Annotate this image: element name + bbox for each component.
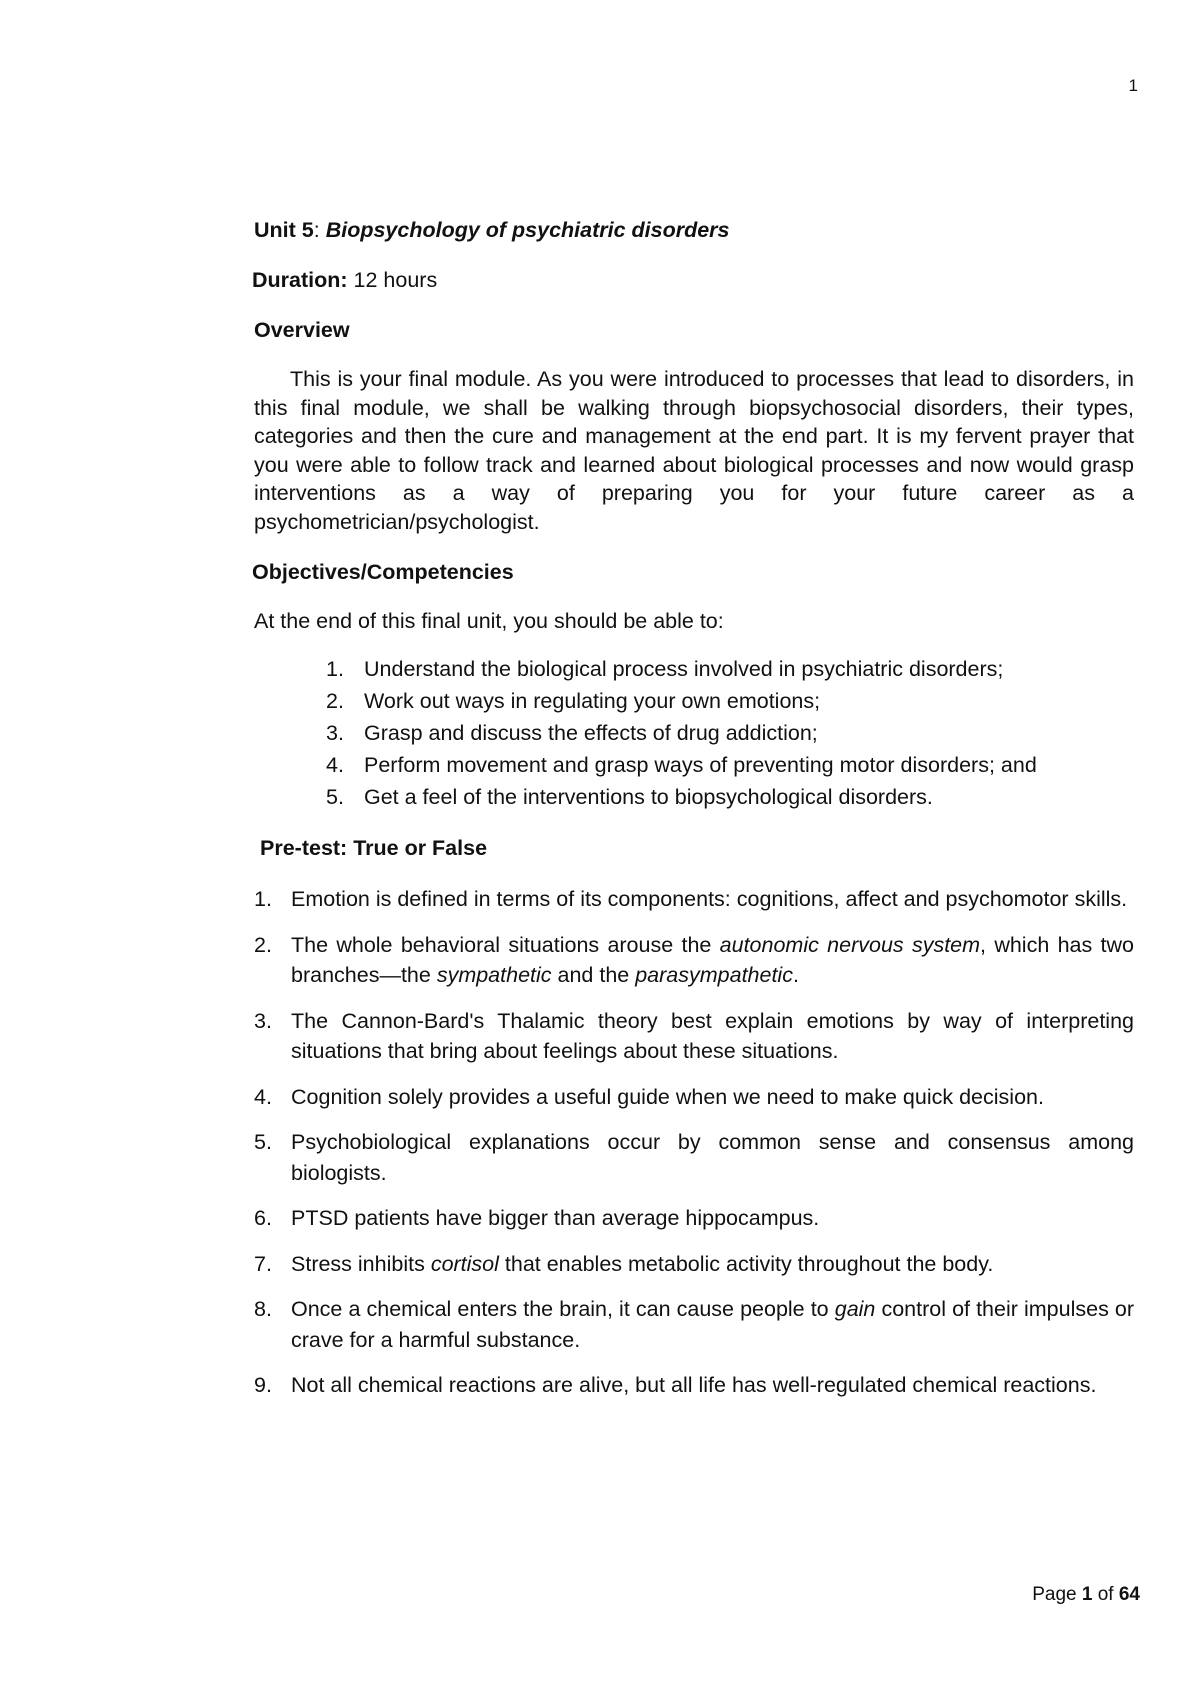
- unit-label: Unit 5: [254, 218, 314, 242]
- pretest-number: 1.: [254, 887, 272, 911]
- pretest-item: [254, 884, 1134, 915]
- pretest-text: control of their impulses or crave for a harmful substance.: [291, 1297, 1135, 1352]
- duration-line: [252, 266, 1134, 294]
- pretest-text: Once a chemical enters the brain, it can cause people to: [291, 1297, 835, 1321]
- pretest-text: Not all chemical reactions are alive, but all life has well-regulated chemical reactions.: [291, 1373, 1097, 1397]
- pretest-text: that enables metabolic activity throughout the body.: [498, 1251, 994, 1276]
- pretest-heading: Pre-test: True or False: [260, 836, 488, 860]
- pretest-item: [254, 1203, 1134, 1234]
- pretest-item: [254, 1249, 1134, 1280]
- objective-item: [254, 781, 1134, 813]
- pretest-text: The whole behavioral situations arouse the: [291, 932, 720, 957]
- objective-text: Work out ways in regulating your own emotions;: [364, 689, 821, 713]
- pretest-text: and the: [551, 963, 636, 987]
- objectives-heading: Objectives/Competencies: [252, 560, 514, 584]
- page-footer: [1000, 1584, 1140, 1606]
- objective-number: 1.: [326, 657, 344, 681]
- duration-label: Duration:: [252, 268, 348, 292]
- pretest-item: [254, 1127, 1134, 1188]
- overview-heading: Overview: [254, 318, 350, 342]
- pretest-text: , which has two branches—the: [291, 932, 1134, 987]
- header-page-number: 1: [1128, 76, 1138, 95]
- pretest-number: 4.: [254, 1084, 272, 1109]
- pretest-text: .: [792, 963, 799, 987]
- pretest-text: Stress inhibits: [291, 1251, 431, 1276]
- unit-separator: :: [313, 218, 326, 242]
- pretest-emphasis: autonomic nervous system: [719, 932, 981, 957]
- pretest-emphasis: cortisol: [430, 1251, 499, 1276]
- pretest-item: [254, 930, 1134, 991]
- objective-text: Get a feel of the interventions to biopsychological disorders.: [364, 785, 933, 809]
- objectives-list: [254, 653, 1134, 813]
- objective-text: Grasp and discuss the effects of drug addiction;: [364, 721, 818, 745]
- objective-text: Perform movement and grasp ways of preventing motor disorders; and: [364, 753, 1037, 777]
- objective-item: [254, 749, 1134, 781]
- objectives-intro: At the end of this final unit, you should be able to:: [254, 609, 724, 633]
- pretest-number: 9.: [254, 1373, 272, 1397]
- objective-number: 2.: [326, 689, 344, 713]
- pretest-number: 3.: [254, 1008, 272, 1033]
- pretest-number: 2.: [254, 932, 272, 957]
- pretest-item: [254, 1006, 1134, 1067]
- unit-subject: Biopsychology of psychiatric disorders: [325, 218, 730, 242]
- footer-total-pages: 64: [1118, 1584, 1140, 1605]
- pretest-item: [254, 1370, 1134, 1401]
- pretest-number: 7.: [254, 1251, 272, 1276]
- pretest-number: 8.: [254, 1297, 272, 1321]
- pretest-emphasis: gain: [834, 1297, 876, 1321]
- objective-item: [254, 717, 1134, 749]
- objective-number: 4.: [326, 753, 344, 777]
- document-body: [254, 216, 1134, 1416]
- objective-item: [254, 685, 1134, 717]
- pretest-text: Cognition solely provides a useful guide when we need to make quick decision.: [291, 1084, 1044, 1109]
- overview-paragraph: This is your final module. As you were introduced to processes that lead to disorders, in this final module, we shall be walking through biopsychosocial disorders, their types, categories and then the cure and management at the end part. It is my fervent prayer that you were able to follow track and learned about biological processes and now would grasp interventions as a way of preparing you for your future career as a psychometrician/psychologist.: [254, 367, 1134, 534]
- objective-item: [254, 653, 1134, 685]
- footer-page-word: Page: [1032, 1584, 1082, 1605]
- pretest-text: The Cannon-Bard's Thalamic theory best explain emotions by way of interpreting situations that bring about feelings about these situations.: [291, 1008, 1134, 1063]
- duration-value: 12 hours: [347, 268, 438, 292]
- objective-text: Understand the biological process involved in psychiatric disorders;: [364, 657, 1004, 681]
- pretest-number: 6.: [254, 1206, 272, 1230]
- pretest-list: [254, 884, 1134, 1401]
- pretest-text: Emotion is defined in terms of its components: cognitions, affect and psychomotor skills.: [291, 887, 1128, 911]
- objective-number: 5.: [326, 785, 344, 809]
- pretest-text: PTSD patients have bigger than average hippocampus.: [291, 1206, 820, 1230]
- pretest-emphasis: sympathetic: [436, 963, 552, 987]
- footer-current-page: 1: [1081, 1584, 1093, 1605]
- unit-title: [254, 216, 1134, 244]
- footer-of-word: of: [1092, 1584, 1119, 1605]
- pretest-item: [254, 1294, 1134, 1355]
- objective-number: 3.: [326, 721, 344, 745]
- pretest-number: 5.: [254, 1130, 272, 1154]
- pretest-item: [254, 1082, 1134, 1113]
- pretest-emphasis: parasympathetic: [635, 963, 793, 987]
- pretest-text: Psychobiological explanations occur by common sense and consensus among biologists.: [291, 1130, 1134, 1185]
